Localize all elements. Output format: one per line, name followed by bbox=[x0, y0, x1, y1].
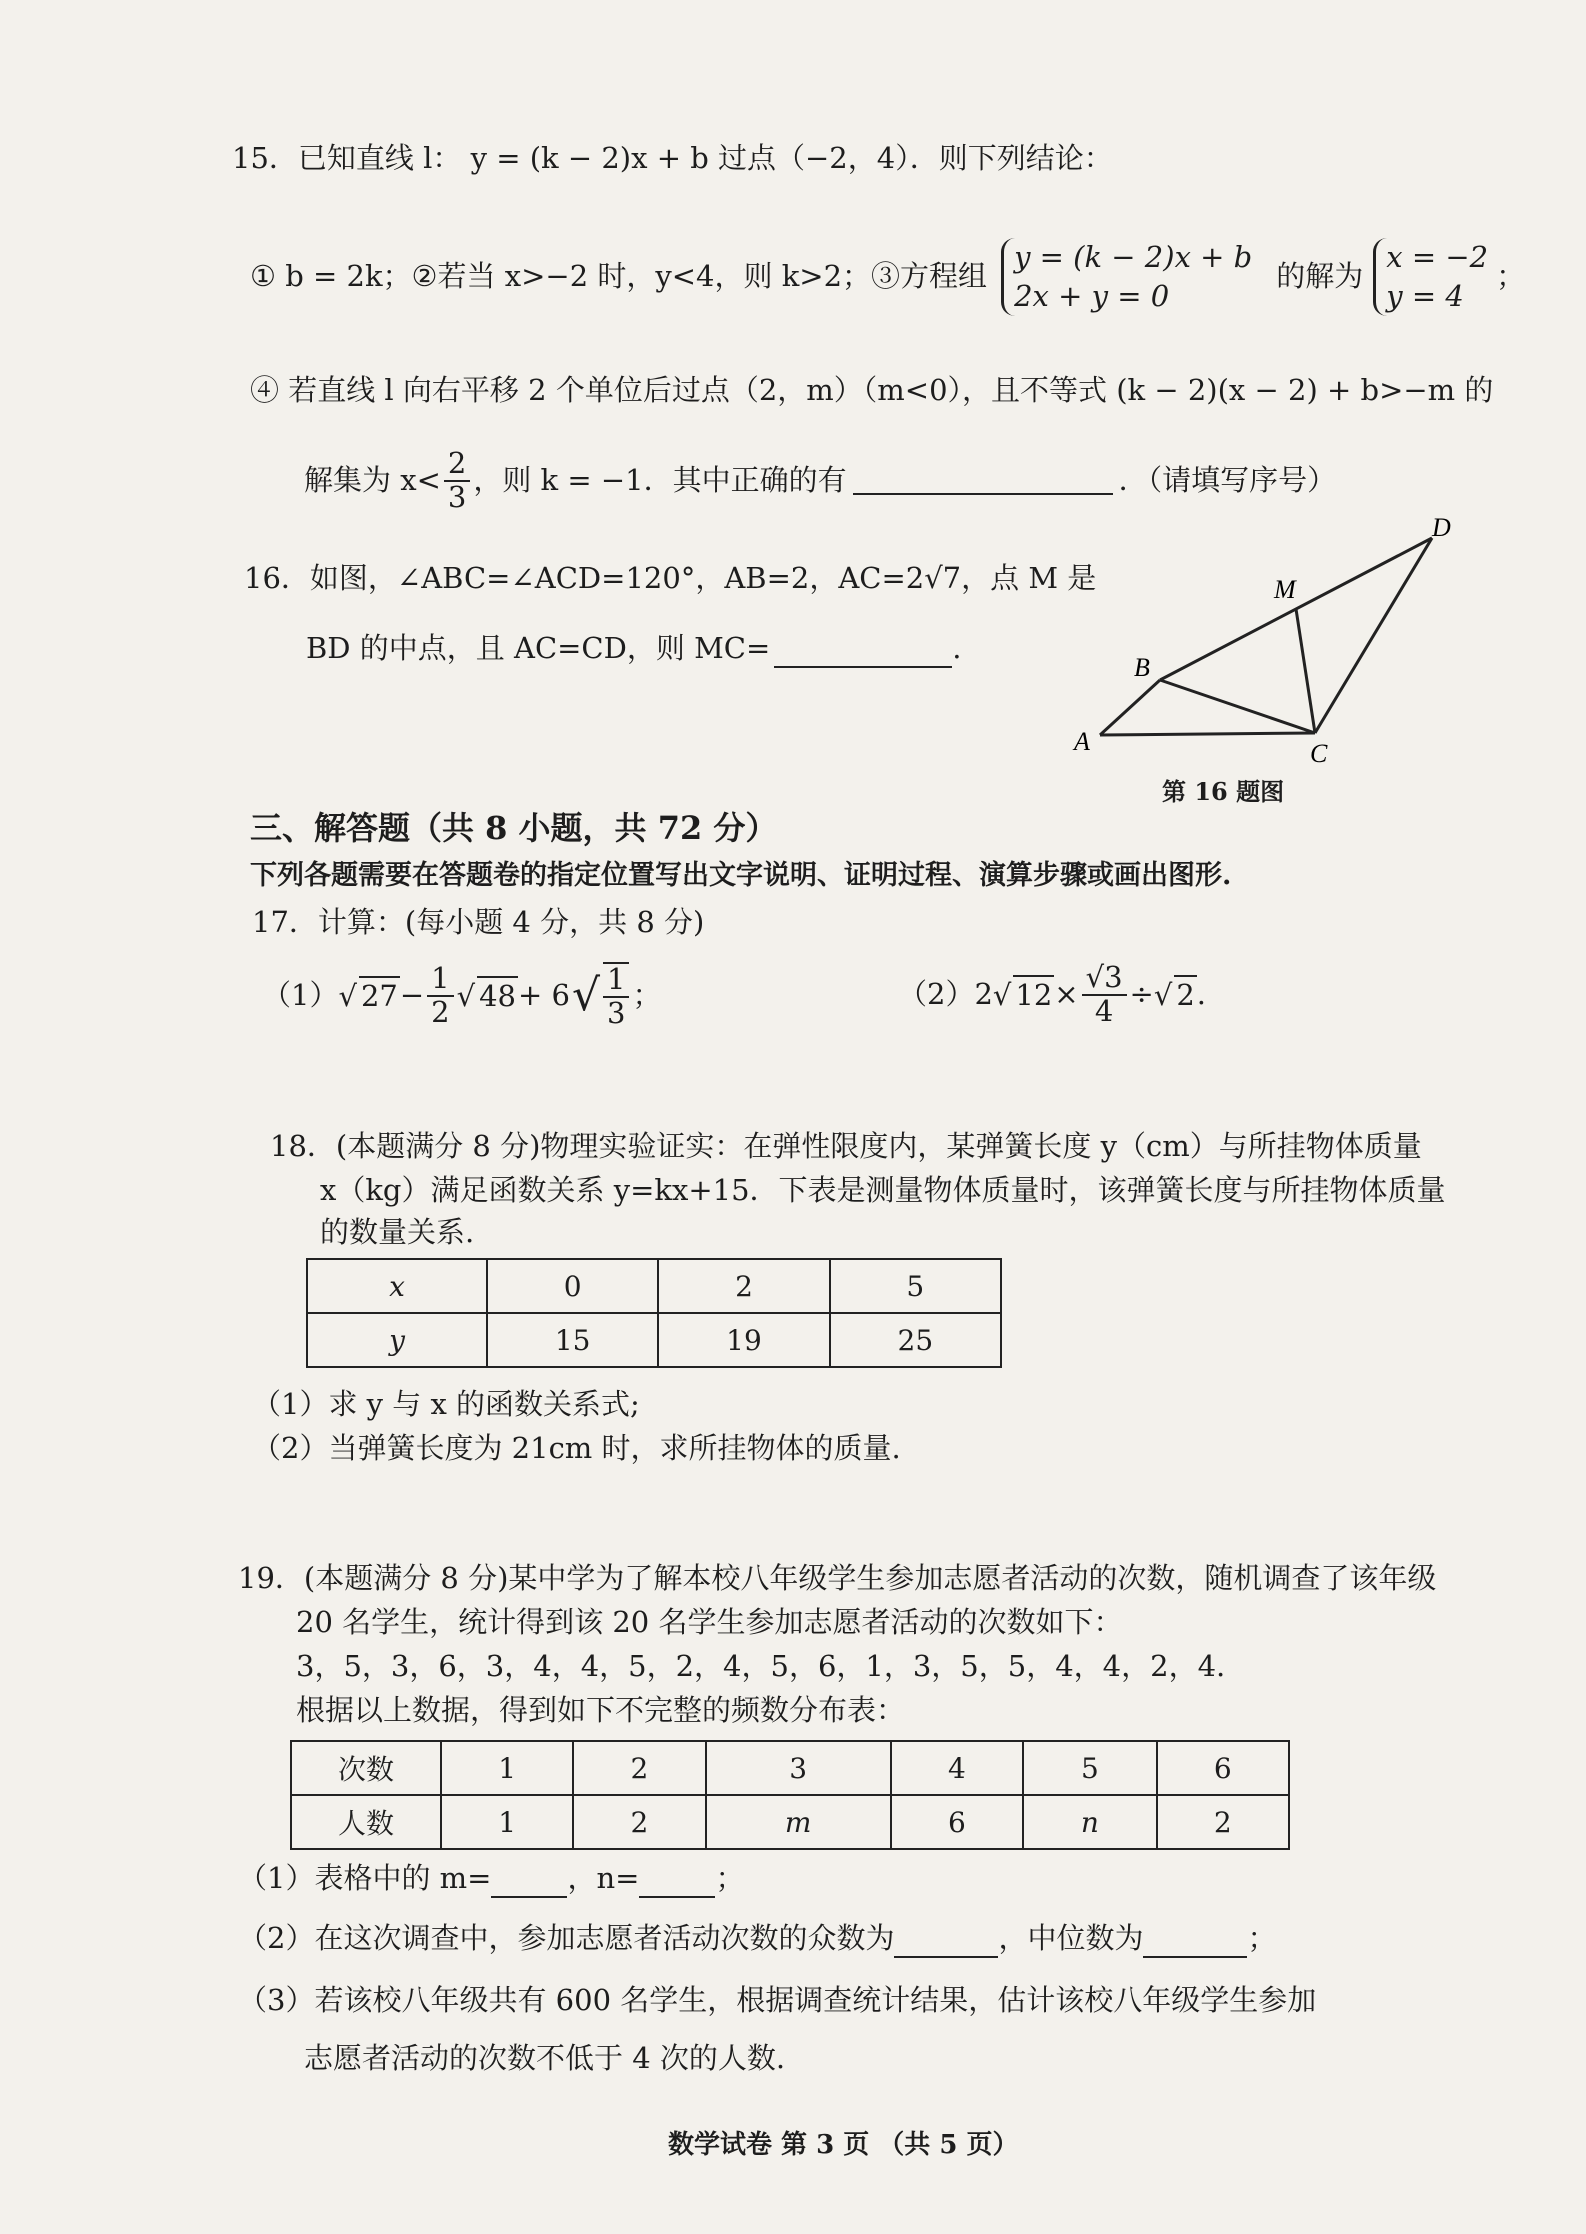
q18-sub2: （2）当弹簧长度为 21cm 时，求所挂物体的质量. bbox=[252, 1431, 901, 1465]
table-cell: m bbox=[706, 1795, 891, 1849]
table-cell: 4 bbox=[891, 1741, 1023, 1795]
q17-p1-fraction-den: 2 bbox=[431, 994, 450, 1029]
q15-conclusion-4-cont bbox=[304, 448, 1336, 514]
q19-sub3-line2: 志愿者活动的次数不低于 4 次的人数. bbox=[304, 2041, 786, 2075]
q15-solution-x: x = −2 bbox=[1386, 240, 1489, 274]
q15-solution-y: y = 4 bbox=[1386, 279, 1464, 314]
q15-stem: 15．已知直线 l： y = (k − 2)x + b 过点（−2，4）．则下列结论： bbox=[232, 141, 1113, 175]
q17-p2-radicand-2: 2 bbox=[1174, 975, 1196, 1015]
q17-p1-end: ； bbox=[632, 978, 662, 1013]
segment-ac bbox=[1100, 733, 1315, 735]
q15-solution-label: 的解为 bbox=[1276, 259, 1364, 294]
label-m: M bbox=[1274, 575, 1296, 604]
table-cell: 2 bbox=[1157, 1795, 1289, 1849]
q17-p1-fraction-num: 1 bbox=[427, 963, 453, 997]
q18-stem-3: 的数量关系. bbox=[320, 1215, 475, 1249]
q18-sub1: （1）求 y 与 x 的函数关系式; bbox=[252, 1387, 640, 1421]
q19-table bbox=[290, 1740, 1290, 1850]
section-instruction: 下列各题需要在答题卷的指定位置写出文字说明、证明过程、演算步骤或画出图形. bbox=[250, 860, 1232, 891]
q19-n-blank[interactable] bbox=[639, 1870, 715, 1898]
table-cell: 25 bbox=[830, 1313, 1001, 1367]
q15-fraction bbox=[444, 448, 470, 514]
q17-p2-coef: 2 bbox=[974, 977, 993, 1012]
q19-sub3-line1: （3）若该校八年级共有 600 名学生，根据调查统计结果，估计该校八年级学生参加 bbox=[238, 1983, 1317, 2017]
q18-table bbox=[306, 1258, 1002, 1368]
q17-p1-root-fraction-num: 1 bbox=[603, 964, 629, 998]
label-a: A bbox=[1074, 727, 1090, 756]
table-cell: 6 bbox=[1157, 1741, 1289, 1795]
segment-ab bbox=[1100, 680, 1160, 735]
label-c: C bbox=[1310, 739, 1328, 768]
q17-p2-fraction-den: 4 bbox=[1094, 993, 1114, 1028]
q19-sub1-text: （1）表格中的 m= bbox=[238, 1861, 492, 1895]
q19-sub1-mid: ，n= bbox=[567, 1861, 640, 1895]
q15-conclusions-1-3 bbox=[250, 238, 1525, 316]
q19-median-blank[interactable] bbox=[1143, 1930, 1247, 1958]
q19-stem-2: 20 名学生，统计得到该 20 名学生参加志愿者活动的次数如下： bbox=[296, 1605, 1123, 1639]
q19-mode-blank[interactable] bbox=[894, 1930, 998, 1958]
table-cell: 3 bbox=[706, 1741, 891, 1795]
table-cell: 1 bbox=[441, 1741, 573, 1795]
q19-sub2-mid: ，中位数为 bbox=[998, 1921, 1144, 1955]
q16-question-text: BD 的中点，且 AC=CD，则 MC= bbox=[306, 631, 771, 665]
table-cell: 5 bbox=[830, 1259, 1001, 1313]
table-cell: 2 bbox=[658, 1259, 829, 1313]
q15-system-eq2: 2x + y = 0 bbox=[1014, 279, 1170, 314]
q17-p1-fraction bbox=[427, 963, 453, 1029]
q17-p2-fraction-num: √3 bbox=[1082, 962, 1127, 996]
q17-title: 17．计算：(每小题 4 分，共 8 分) bbox=[252, 905, 705, 939]
table-row bbox=[307, 1259, 1001, 1313]
q19-m-blank[interactable] bbox=[491, 1870, 567, 1898]
q15-solution-set-text: 解集为 x< bbox=[304, 463, 441, 498]
q17-p1-root-fraction-den: 3 bbox=[607, 995, 626, 1030]
q19-sub1 bbox=[238, 1860, 744, 1898]
q16-answer-blank[interactable] bbox=[774, 640, 952, 668]
q15-conclusion-4: ④ 若直线 l 向右平移 2 个单位后过点（2，m）（m<0），且不等式 (k − 2)(x − 2) + b>−m 的 bbox=[250, 373, 1494, 407]
table-cell: 2 bbox=[573, 1741, 705, 1795]
table-row bbox=[291, 1741, 1289, 1795]
q15-equation-system bbox=[1001, 238, 1252, 316]
table-row bbox=[307, 1313, 1001, 1367]
q17-part1: （1） √ 27 − $\frac{1}{2}$ √ 48 + 6 √ $\frac{1}{3}$ ； bbox=[262, 961, 662, 1030]
q15-answer-blank[interactable] bbox=[853, 467, 1113, 495]
q17-part2: （2） 2 √ 12 × $\frac{√3}{4}$ ÷ √ 2 . bbox=[898, 960, 1207, 1028]
q15-system-eq1: y = (k − 2)x + b bbox=[1014, 240, 1253, 274]
q15-conclusion-text: ① b = 2k；②若当 x>−2 时，y<4，则 k>2；③方程组 bbox=[250, 259, 988, 294]
q17-part1-label: （1） bbox=[262, 978, 339, 1013]
q17-p2-end: . bbox=[1196, 977, 1207, 1012]
table-cell: 15 bbox=[487, 1313, 658, 1367]
q19-sub2 bbox=[238, 1920, 1276, 1958]
q18-stem-2: x（kg）满足函数关系 y=kx+15．下表是测量物体质量时，该弹簧长度与所挂物体质量 bbox=[320, 1173, 1446, 1207]
table-cell: 2 bbox=[573, 1795, 705, 1849]
table-cell: 人数 bbox=[291, 1795, 441, 1849]
table-cell: 6 bbox=[891, 1795, 1023, 1849]
q19-sub1-end: ； bbox=[715, 1861, 745, 1895]
table-cell: 次数 bbox=[291, 1741, 441, 1795]
label-d: D bbox=[1432, 513, 1451, 542]
q17-p2-times: × bbox=[1054, 977, 1079, 1012]
q16-period: . bbox=[952, 631, 962, 665]
q16-figure bbox=[1060, 510, 1460, 770]
q16-stem-2 bbox=[306, 630, 962, 668]
section-title: 三、解答题（共 8 小题，共 72 分） bbox=[250, 809, 778, 847]
q17-p2-divide: ÷ bbox=[1129, 977, 1154, 1012]
table-cell: 1 bbox=[441, 1795, 573, 1849]
q17-p2-fraction bbox=[1082, 962, 1127, 1028]
segment-mc bbox=[1296, 609, 1315, 733]
table-row bbox=[291, 1795, 1289, 1849]
q18-stem-1: 18．(本题满分 8 分)物理实验证实：在弹性限度内，某弹簧长度 y（cm）与所挂物体质量 bbox=[270, 1129, 1422, 1163]
q19-sub2-text: （2）在这次调查中，参加志愿者活动次数的众数为 bbox=[238, 1921, 895, 1955]
table-cell: 5 bbox=[1023, 1741, 1157, 1795]
q19-sub2-end: ； bbox=[1247, 1921, 1277, 1955]
table-cell: x bbox=[307, 1259, 487, 1313]
q16-stem-1: 16．如图，∠ABC=∠ACD=120°，AB=2，AC=2√7，点 M 是 bbox=[244, 561, 1097, 595]
q19-stem-1: 19．(本题满分 8 分)某中学为了解本校八年级学生参加志愿者活动的次数，随机调查了该年级 bbox=[238, 1561, 1437, 1595]
q15-semicolon: ； bbox=[1496, 259, 1526, 294]
table-cell: 19 bbox=[658, 1313, 829, 1367]
q19-stem-4: 根据以上数据，得到如下不完整的频数分布表： bbox=[296, 1693, 906, 1727]
q15-fraction-num: 2 bbox=[444, 448, 470, 482]
table-cell: y bbox=[307, 1313, 487, 1367]
q15-answer-prompt: ，则 k = −1．其中正确的有 bbox=[473, 463, 847, 498]
label-b: B bbox=[1134, 653, 1150, 682]
q17-part2-label: （2） bbox=[898, 977, 975, 1012]
page-footer: 数学试卷 第 3 页 （共 5 页） bbox=[668, 2130, 1019, 2160]
q17-p2-radicand-1: 12 bbox=[1013, 975, 1054, 1015]
q15-solution-system bbox=[1373, 238, 1488, 316]
q17-p1-radicand-2: 48 bbox=[477, 976, 518, 1016]
table-cell: 0 bbox=[487, 1259, 658, 1313]
q19-data: 3，5，3，6，3，4，4，5，2，4，5，6，1，3，5，5，4，4，2，4. bbox=[296, 1649, 1226, 1683]
q16-figure-caption: 第 16 题图 bbox=[1162, 777, 1285, 806]
q15-fraction-den: 3 bbox=[447, 479, 467, 514]
q17-p1-radicand-1: 27 bbox=[359, 976, 400, 1016]
segment-bc bbox=[1160, 680, 1315, 733]
q15-answer-note: ．（请填写序号） bbox=[1118, 463, 1337, 498]
table-cell: n bbox=[1023, 1795, 1157, 1849]
q17-p1-root-fraction bbox=[603, 962, 629, 1030]
q17-p1-minus: − bbox=[399, 978, 425, 1013]
q17-p1-plus: + 6 bbox=[518, 978, 570, 1013]
